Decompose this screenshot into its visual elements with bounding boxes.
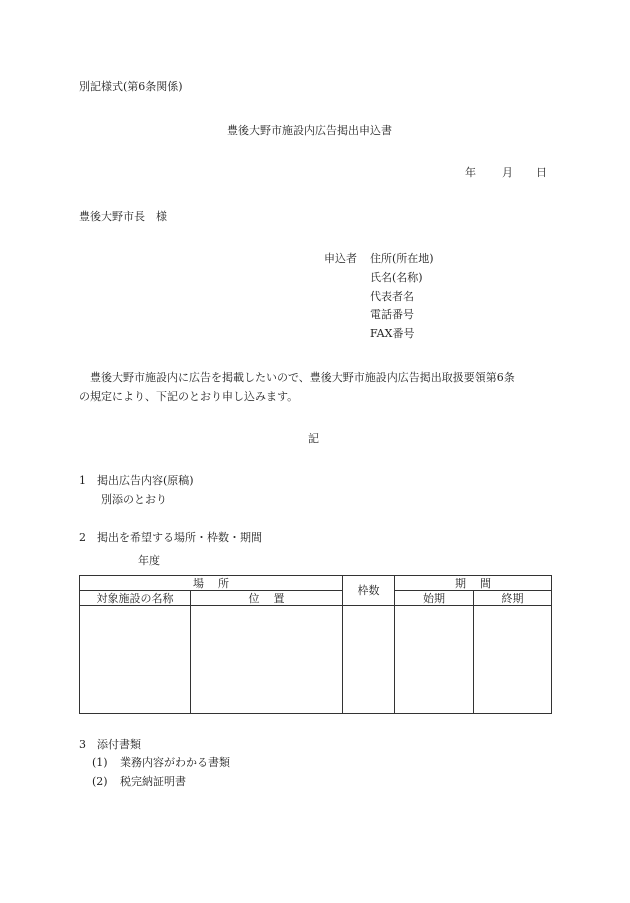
cell-start[interactable] xyxy=(395,606,474,714)
section-1-title: 掲出広告内容(原稿) xyxy=(97,474,194,487)
body-line-1: 豊後大野市施設内に広告を掲載したいので、豊後大野市施設内広告掲出取扱要領第6条 xyxy=(90,371,515,384)
section-3-number: 3 xyxy=(79,738,86,751)
attachment-item-2-text: 税完納証明書 xyxy=(120,775,186,788)
date-day: 日 xyxy=(536,166,547,179)
applicant-field-address: 住所(所在地) xyxy=(370,252,434,265)
placement-table xyxy=(79,575,552,714)
cell-position[interactable] xyxy=(191,606,343,714)
addressee: 豊後大野市長 様 xyxy=(79,210,167,223)
date-year: 年 xyxy=(465,166,476,179)
attachment-item-2-number: (2) xyxy=(92,775,108,788)
section-1-detail: 別添のとおり xyxy=(101,493,167,506)
cell-facility-name[interactable] xyxy=(80,606,191,714)
form-label: 別記様式(第6条関係) xyxy=(79,80,183,93)
applicant-field-name: 氏名(名称) xyxy=(370,271,423,284)
section-3-title: 添付書類 xyxy=(97,738,141,751)
header-place: 場所 xyxy=(80,576,343,591)
header-end: 終期 xyxy=(474,591,552,606)
section-2-year-label: 年度 xyxy=(138,554,160,567)
table-row xyxy=(80,606,552,714)
attachment-item-1-number: (1) xyxy=(92,756,108,769)
header-start: 始期 xyxy=(395,591,474,606)
date-month: 月 xyxy=(502,166,513,179)
header-period: 期間 xyxy=(395,576,552,591)
attachment-item-1-text: 業務内容がわかる書類 xyxy=(120,756,230,769)
document-title: 豊後大野市施設内広告掲出申込書 xyxy=(227,124,392,137)
section-2-number: 2 xyxy=(79,531,86,544)
header-position: 位置 xyxy=(191,591,343,606)
applicant-field-phone: 電話番号 xyxy=(370,308,414,321)
applicant-label: 申込者 xyxy=(324,252,357,265)
ki-heading: 記 xyxy=(308,432,319,445)
applicant-field-fax: FAX番号 xyxy=(370,327,415,340)
cell-end[interactable] xyxy=(474,606,552,714)
body-line-2: の規定により、下記のとおり申し込みます。 xyxy=(79,390,299,403)
section-1-number: 1 xyxy=(79,474,86,487)
header-slots: 枠数 xyxy=(343,576,395,606)
section-2-title: 掲出を希望する場所・枠数・期間 xyxy=(97,531,262,544)
applicant-field-representative: 代表者名 xyxy=(370,290,414,303)
header-facility-name: 対象施設の名称 xyxy=(80,591,191,606)
cell-slots[interactable] xyxy=(343,606,395,714)
